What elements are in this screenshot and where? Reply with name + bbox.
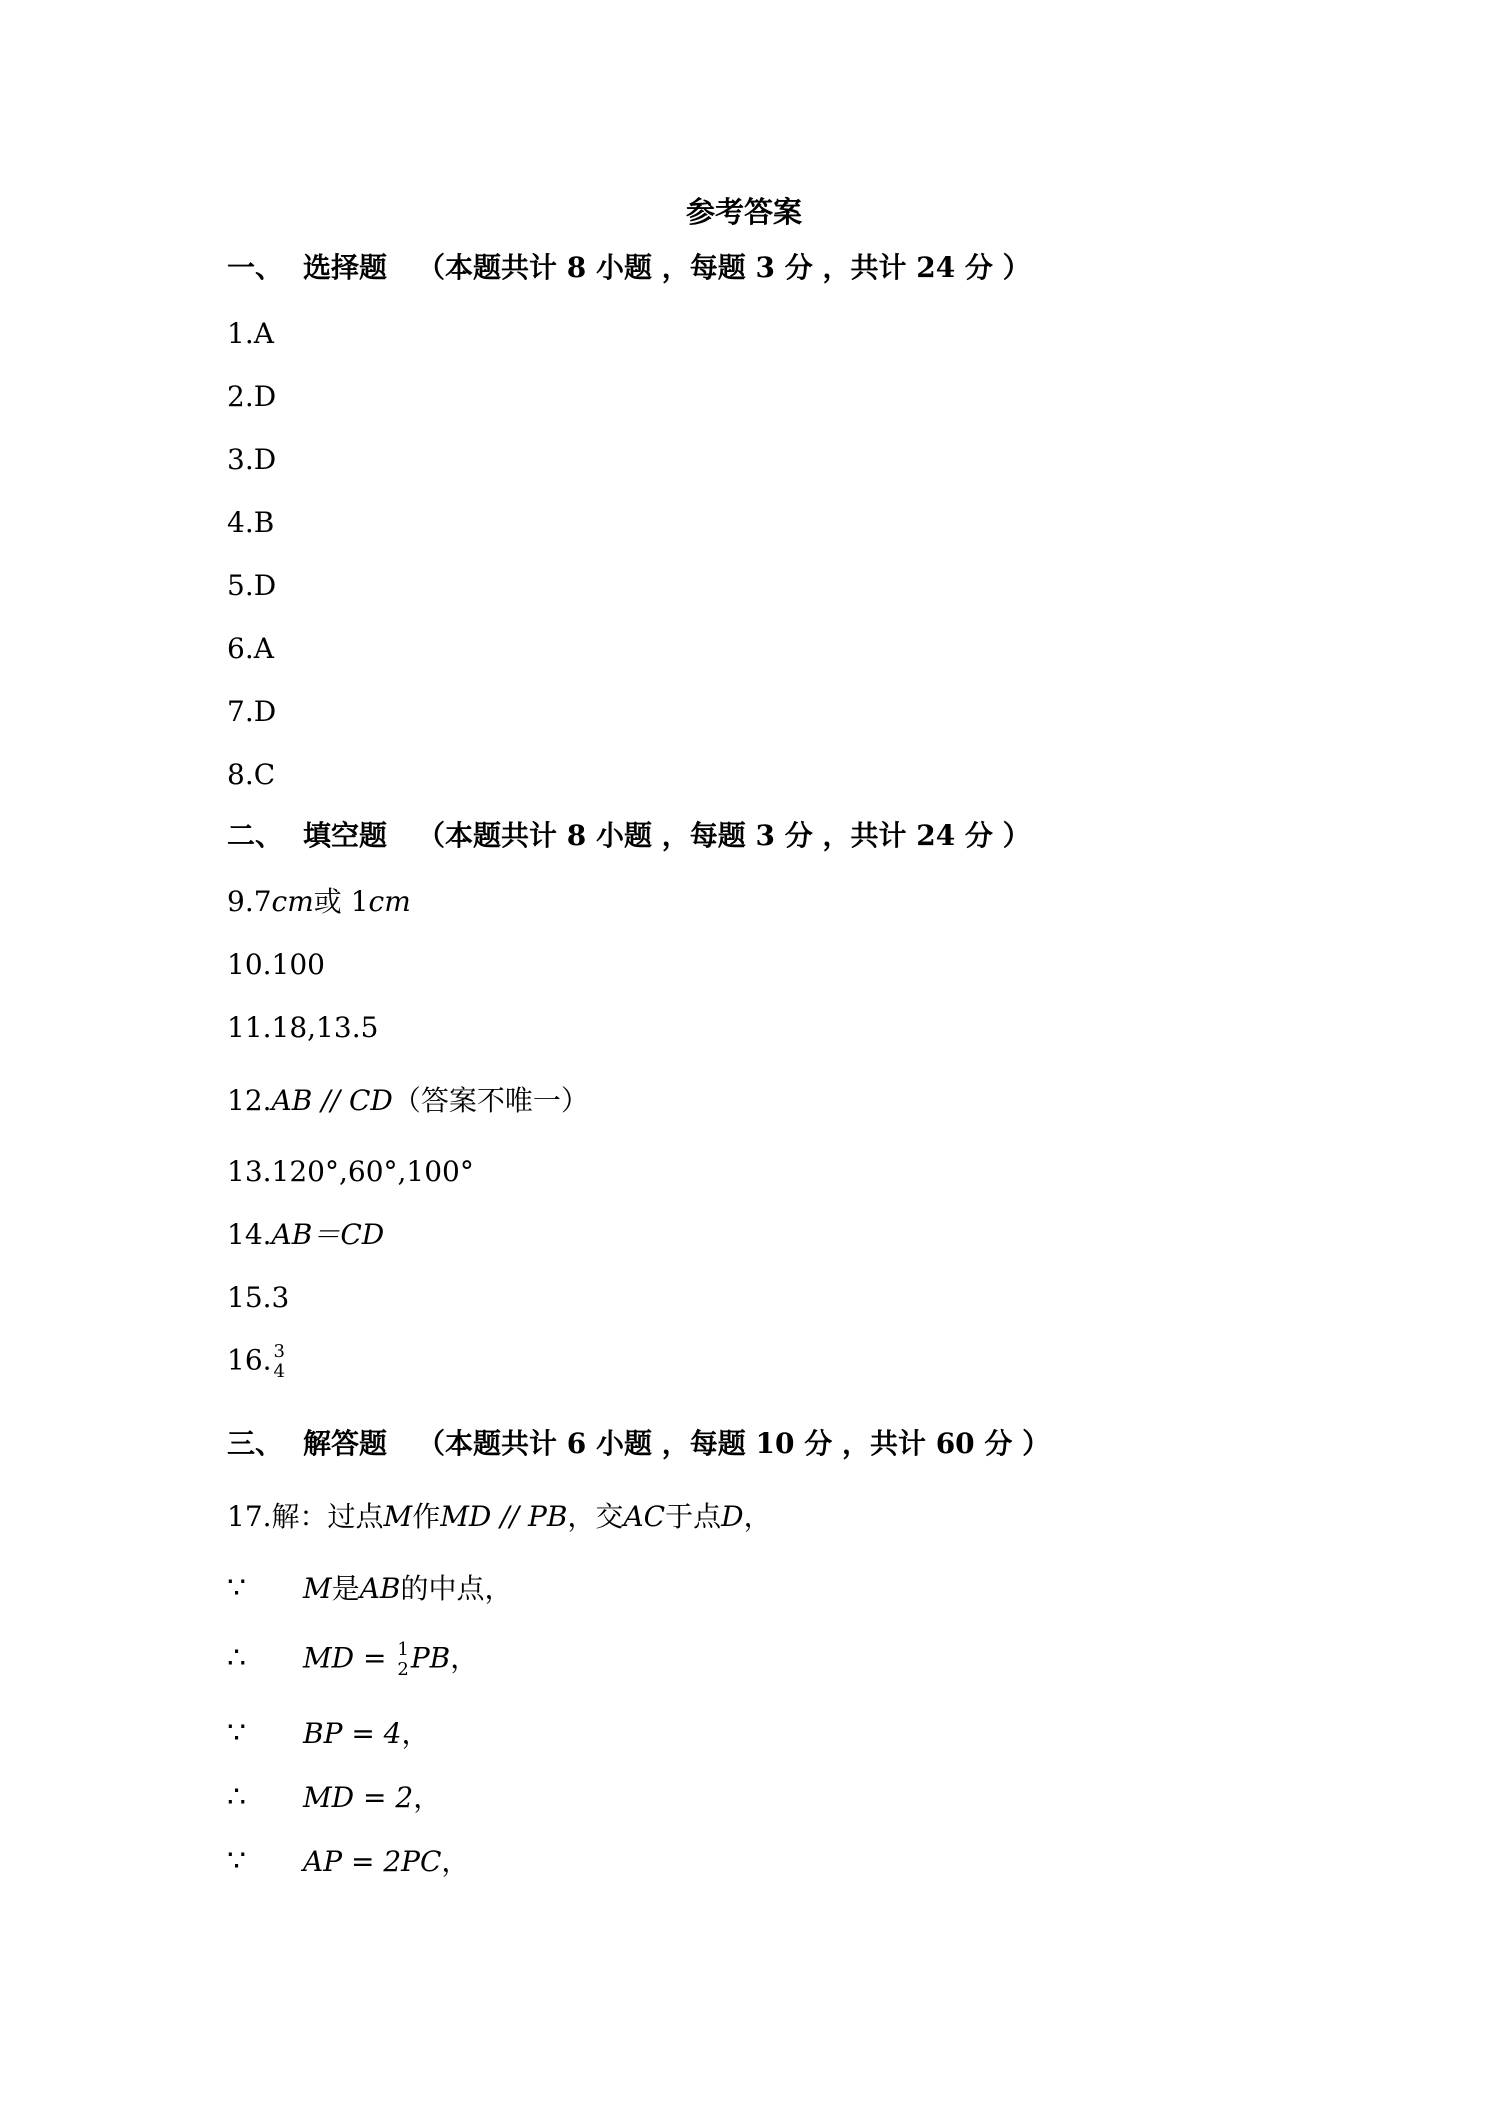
section-number: 三、 [227,1427,284,1460]
math-expression: AB // CD [271,1084,393,1117]
choice-answer-3: 3.D [227,443,277,476]
choice-answer-8: 8.C [227,758,276,791]
fill-answer-15: 15.3 [227,1281,290,1314]
section-name: 解答题 [303,1427,388,1460]
solution-step-4 [227,1780,441,1816]
question-number: 9. [227,885,254,918]
punctuation: ， [450,1641,479,1675]
fraction [274,1342,285,1382]
math-var: M [303,1572,332,1605]
choice-answer-6: 6.A [227,632,274,665]
punctuation: ， [401,1717,430,1750]
math-expression: MD = [303,1641,396,1675]
solution-step-2 [227,1640,478,1680]
section-heading-solve [227,1426,1050,1462]
fill-answer-9 [227,884,411,920]
unit: cm [271,885,314,918]
because-symbol: ∵ [227,1571,247,1606]
question-number: 12. [227,1084,272,1117]
value: 1 [350,885,369,918]
math-var: PB [410,1641,451,1675]
punctuation: ， [441,1845,470,1878]
section-heading-choice [227,250,1031,286]
math-expression: AB＝CD [271,1218,385,1251]
choice-answer-5: 5.D [227,569,277,602]
fill-answer-13: 13.120°,60°,100° [227,1155,474,1188]
text: 于点 [665,1500,722,1533]
fill-answer-10: 10.100 [227,948,325,981]
math-var: M [383,1500,413,1533]
solution-step-5 [227,1844,469,1880]
denominator: 2 [397,1659,409,1680]
choice-answer-2: 2.D [227,380,277,413]
section-number: 二、 [227,819,284,852]
math-expression: AP = 2PC [303,1845,442,1878]
fill-answer-14 [227,1217,384,1253]
section-points: （本题共计 6 小题 ，每题 10 分 ，共计 60 分 ） [417,1427,1051,1460]
section-name: 选择题 [303,251,388,284]
unit: cm [368,885,411,918]
choice-answer-4: 4.B [227,506,275,539]
because-symbol: ∵ [227,1844,247,1879]
solution-17-intro [227,1499,772,1535]
because-symbol: ∵ [227,1716,247,1751]
fill-answer-16 [227,1342,287,1382]
section-name: 填空题 [303,819,388,852]
solution-step-1 [227,1571,513,1607]
question-number: 16. [227,1343,272,1377]
section-number: 一、 [227,251,284,284]
solution-step-3 [227,1716,430,1752]
choice-answer-7: 7.D [227,695,277,728]
numerator: 3 [273,1341,285,1362]
fill-answer-12 [227,1083,589,1119]
section-heading-fill [227,818,1031,854]
denominator: 4 [273,1361,285,1382]
section-points: （本题共计 8 小题 ，每题 3 分 ，共计 24 分 ） [417,251,1031,284]
text: 17.解：过点 [227,1500,384,1533]
therefore-symbol: ∴ [227,1780,247,1815]
note: （答案不唯一） [392,1084,589,1117]
text: 作 [412,1500,441,1533]
math-var: AB [359,1572,401,1605]
choice-answer-1: 1.A [227,317,274,350]
math-expression: MD // PB [440,1500,568,1533]
page-title: 参考答案 [685,195,802,229]
section-points: （本题共计 8 小题 ，每题 3 分 ，共计 24 分 ） [417,819,1031,852]
therefore-symbol: ∴ [227,1640,247,1676]
value: 7 [253,885,272,918]
fill-answer-11: 11.18,13.5 [227,1011,379,1044]
math-var: D [721,1500,744,1533]
text: ，交 [567,1500,624,1533]
math-expression: BP = 4 [303,1717,402,1750]
punctuation: ， [743,1500,772,1533]
numerator: 1 [397,1639,409,1660]
connector: 或 [313,885,351,918]
math-var: AC [623,1500,666,1533]
math-expression: MD = 2 [303,1781,414,1814]
fraction [397,1640,408,1680]
text: 是 [331,1572,360,1605]
text: 的中点， [400,1572,513,1605]
question-number: 14. [227,1218,272,1251]
punctuation: ， [413,1781,442,1814]
